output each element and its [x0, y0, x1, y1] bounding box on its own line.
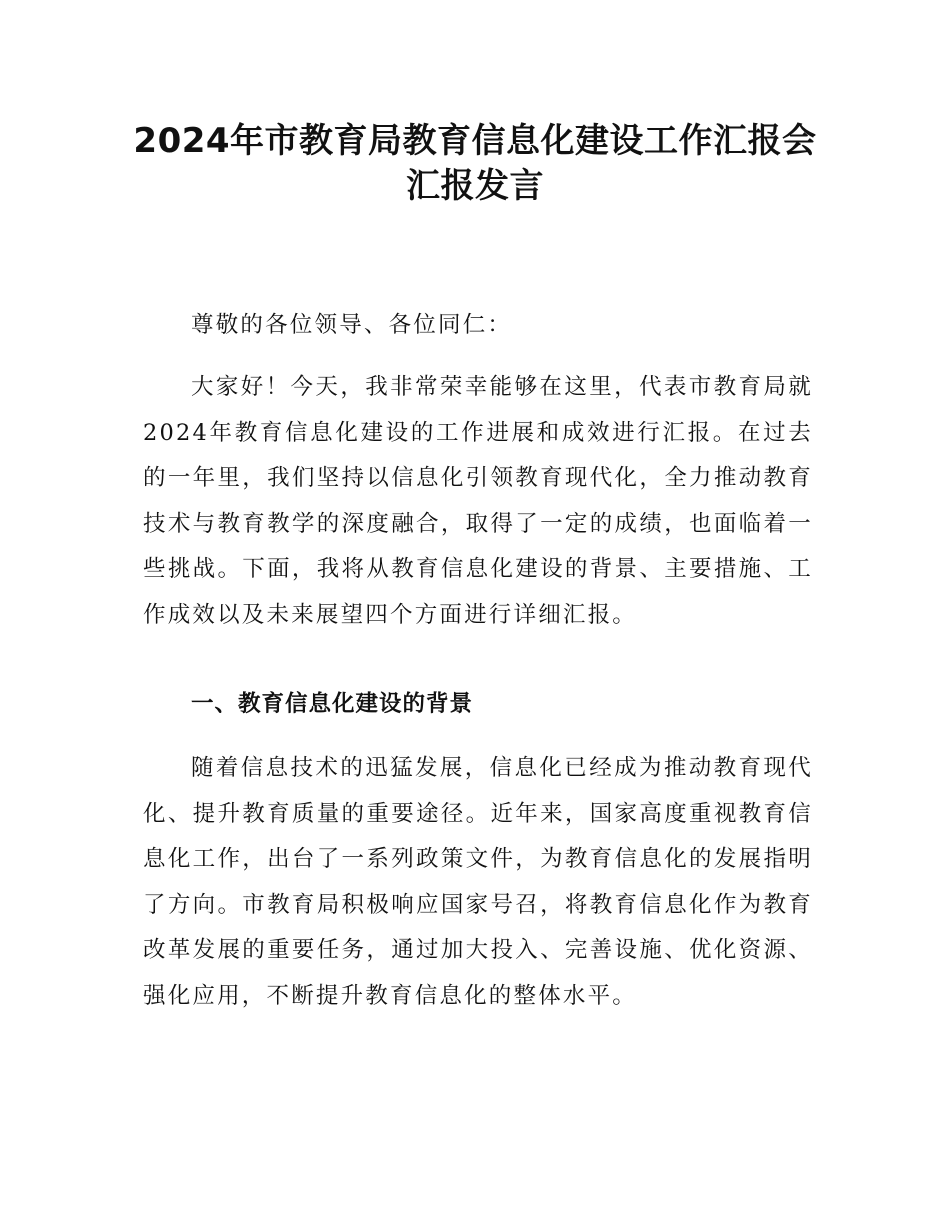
- section-1-body-paragraph: 随着信息技术的迅猛发展，信息化已经成为推动教育现代化、提升教育质量的重要途径。近年来，国家高度重视教育信息化工作，出台了一系列政策文件，为教育信息化的发展指明了方向。市教育局积极响应国家号召，将教育信息化作为教育改革发展的重要任务，通过加大投入、完善设施、优化资源、强化应用，不断提升教育信息化的整体水平。: [143, 755, 813, 1009]
- greeting-paragraph: 尊敬的各位领导、各位同仁：: [191, 312, 513, 338]
- section-1-heading: 一、教育信息化建设的背景: [191, 691, 474, 717]
- intro-paragraph: 大家好！今天，我非常荣幸能够在这里，代表市教育局就2024年教育信息化建设的工作进展和成效进行汇报。在过去的一年里，我们坚持以信息化引领教育现代化，全力推动教育技术与教育教学的深度融合，取得了一定的成绩，也面临着一些挑战。下面，我将从教育信息化建设的背景、主要措施、工作成效以及未来展望四个方面进行详细汇报。: [143, 374, 813, 628]
- document-title-line-2: 汇报发言: [406, 166, 544, 206]
- document-title-line-1: 2024年市教育局教育信息化建设工作汇报会: [133, 121, 817, 161]
